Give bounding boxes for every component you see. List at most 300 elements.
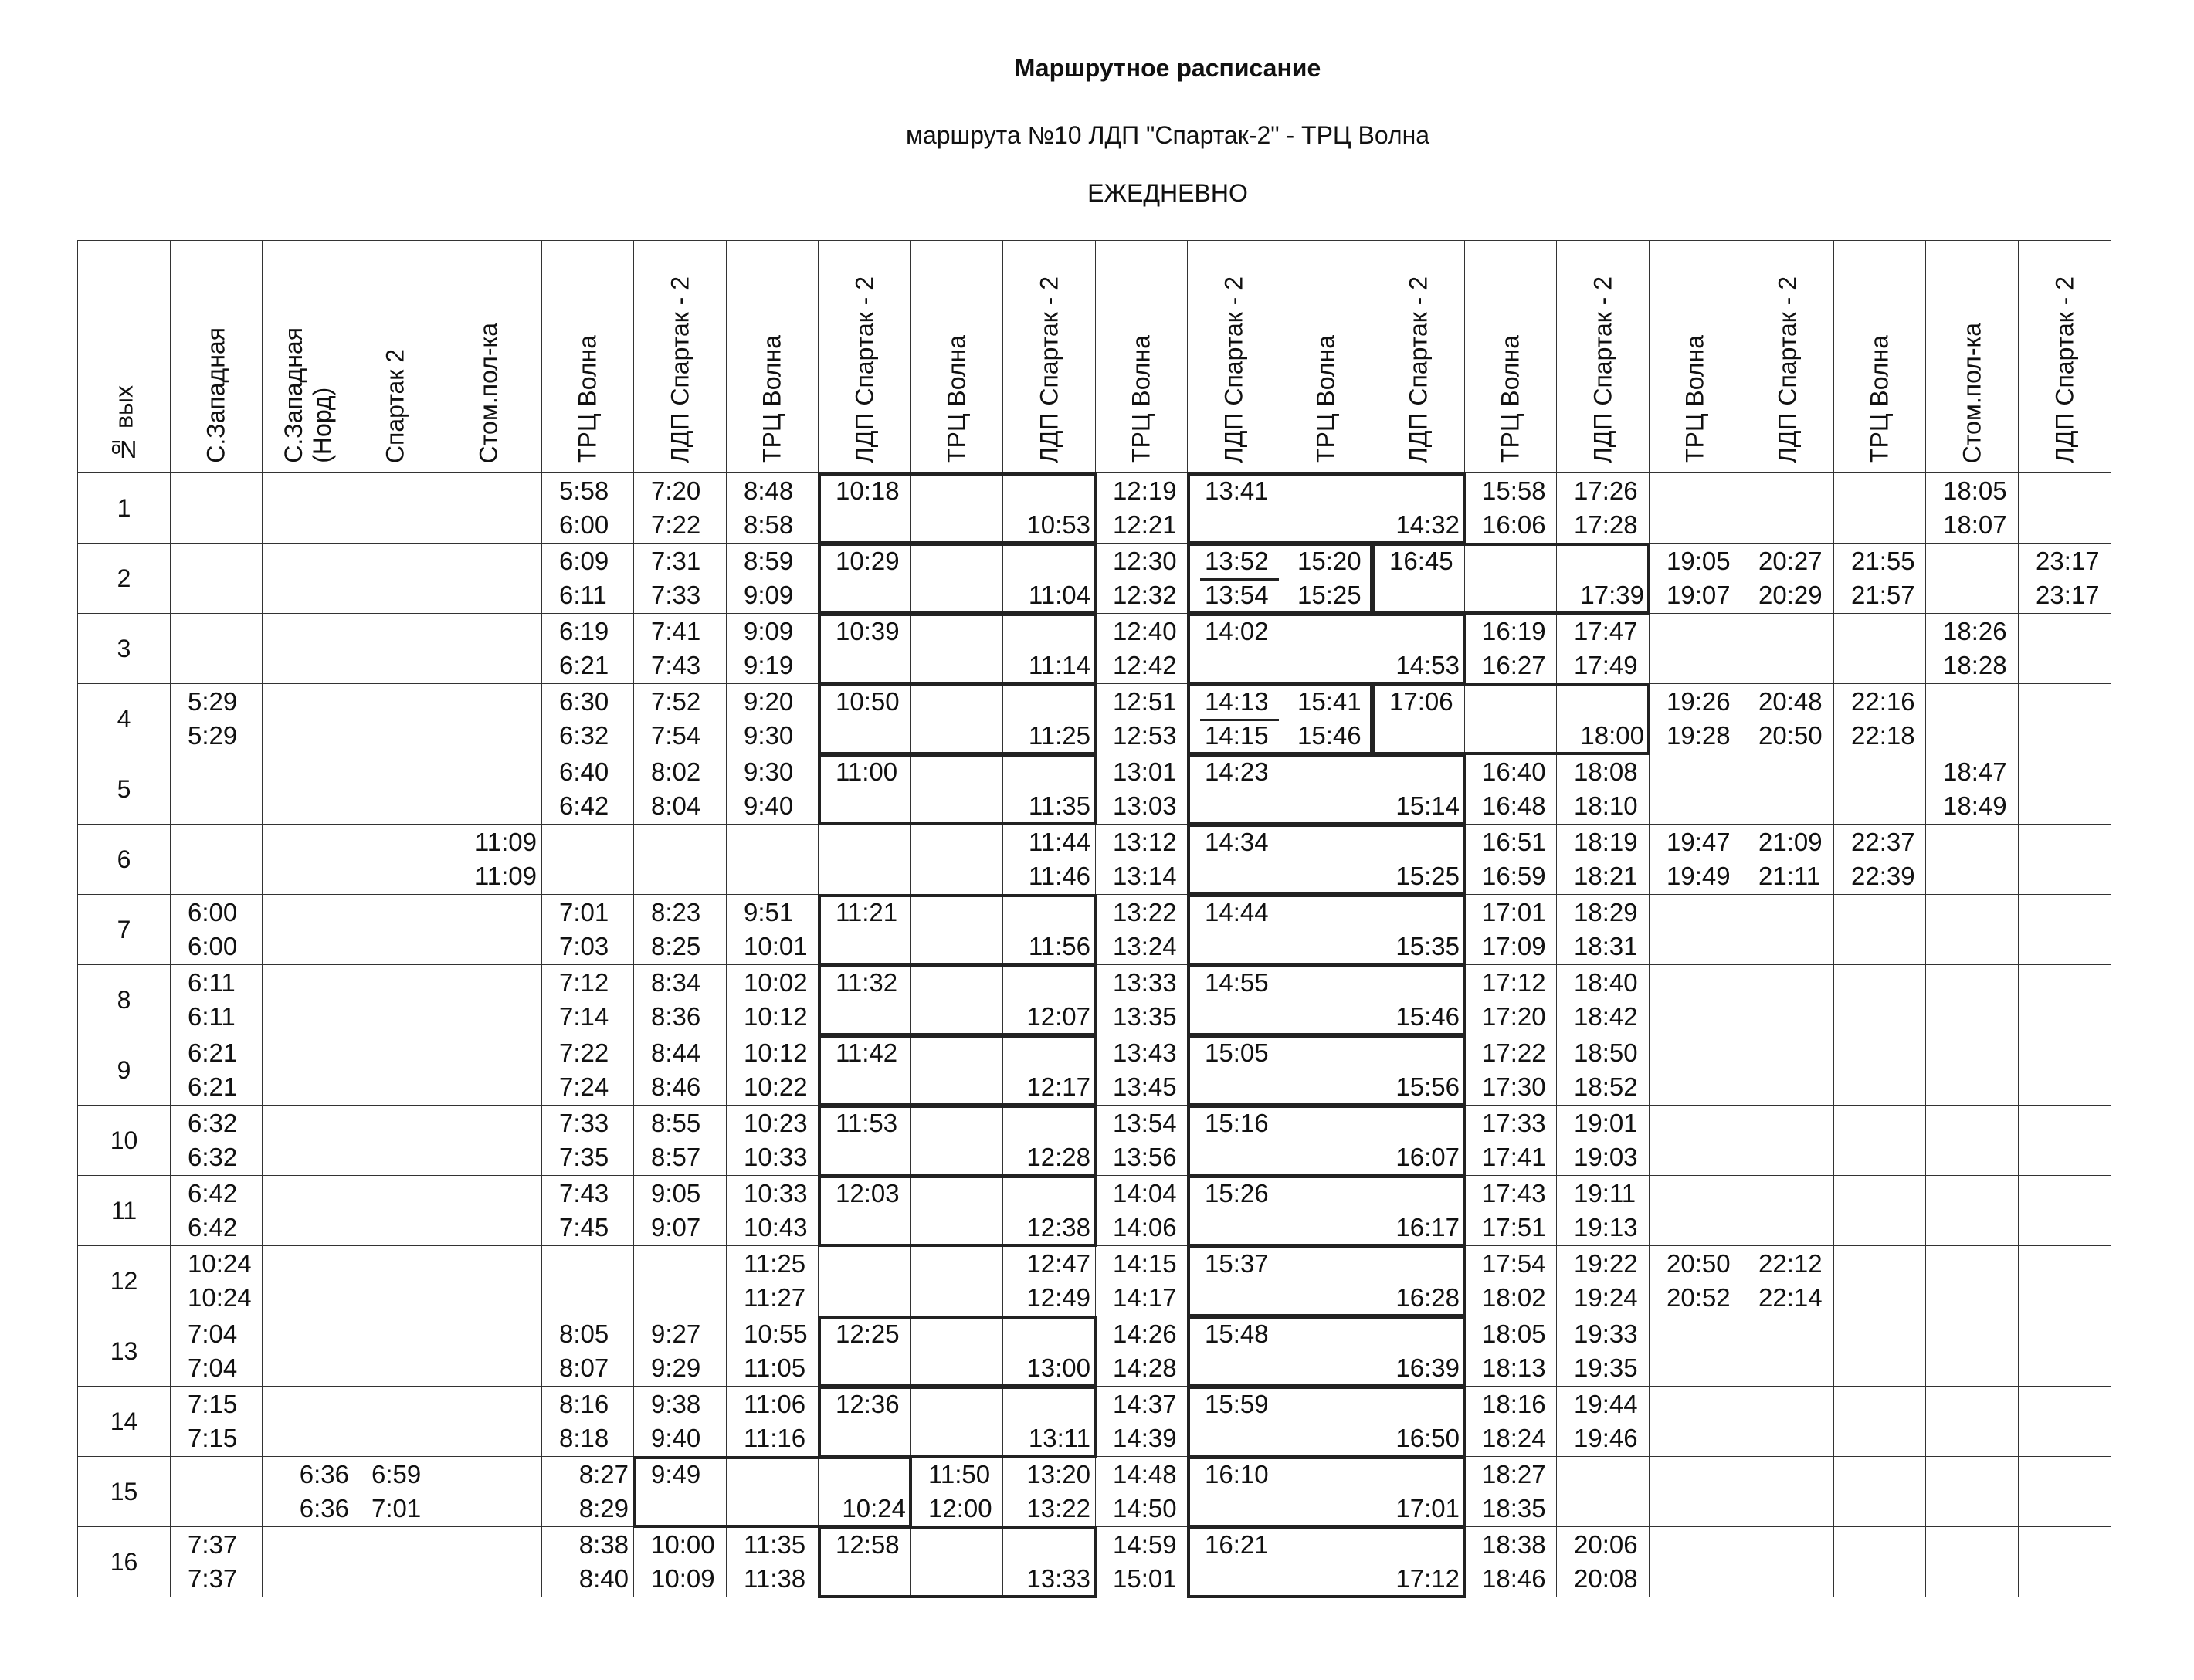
time-cell — [1834, 684, 1926, 754]
departure-time: 10:24 — [842, 1494, 906, 1522]
time-cell — [819, 754, 911, 825]
time-cell — [634, 1457, 727, 1527]
time-cell — [1280, 1457, 1372, 1527]
arrival-time: 12:36 — [836, 1390, 900, 1418]
time-cell — [1280, 614, 1372, 684]
time-cell — [1372, 1035, 1465, 1106]
time-cell — [1372, 825, 1465, 895]
time-cell — [1465, 1316, 1557, 1387]
time-cell — [1188, 1246, 1280, 1316]
arrival-time: 7:37 — [188, 1530, 238, 1559]
time-cell — [354, 895, 436, 965]
departure-time: 10:53 — [1026, 510, 1090, 539]
header-stop — [911, 241, 1003, 473]
time-cell — [1557, 1106, 1650, 1176]
time-cell — [354, 473, 436, 544]
departure-time: 17:20 — [1482, 1002, 1546, 1031]
time-cell — [911, 1106, 1003, 1176]
header-stop — [1465, 241, 1557, 473]
time-cell — [1188, 1035, 1280, 1106]
departure-time: 15:56 — [1395, 1072, 1460, 1101]
departure-time: 12:17 — [1026, 1072, 1090, 1101]
time-cell — [1188, 1316, 1280, 1387]
arrival-time: 15:48 — [1205, 1319, 1269, 1348]
arrival-time: 17:12 — [1482, 968, 1546, 997]
header-stop-label: С.Западная — [202, 327, 230, 463]
header-stop-label: ЛДП Спартак - 2 — [1773, 276, 1802, 463]
departure-time: 10:01 — [744, 932, 808, 960]
time-cell — [1650, 544, 1741, 614]
arrival-time: 18:47 — [1943, 757, 2007, 786]
time-cell — [1096, 1316, 1188, 1387]
departure-time: 6:32 — [188, 1143, 238, 1171]
table-row — [78, 965, 2111, 1035]
time-cell — [1465, 1457, 1557, 1527]
arrival-time: 6:30 — [559, 687, 609, 716]
arrival-time: 15:59 — [1205, 1390, 1269, 1418]
time-cell — [634, 1035, 727, 1106]
arrival-time: 17:01 — [1482, 898, 1546, 926]
departure-time: 14:53 — [1395, 651, 1460, 679]
header-stop — [354, 241, 436, 473]
time-cell — [1741, 1457, 1834, 1527]
departure-time: 18:35 — [1482, 1494, 1546, 1522]
arrival-time: 11:06 — [744, 1390, 806, 1418]
departure-time: 13:14 — [1113, 862, 1177, 890]
departure-time: 7:01 — [371, 1494, 422, 1522]
time-cell — [1096, 614, 1188, 684]
time-cell — [819, 1457, 911, 1527]
departure-time: 14:28 — [1113, 1353, 1177, 1382]
arrival-time: 19:26 — [1667, 687, 1731, 716]
time-cell — [1280, 965, 1372, 1035]
arrival-time: 15:58 — [1482, 476, 1546, 505]
departure-time: 11:35 — [1028, 791, 1090, 820]
time-cell — [1650, 825, 1741, 895]
time-cell — [436, 895, 542, 965]
time-cell — [436, 1176, 542, 1246]
departure-time: 7:15 — [188, 1424, 238, 1452]
time-cell — [1096, 684, 1188, 754]
time-cell — [542, 1176, 634, 1246]
time-cell — [1096, 825, 1188, 895]
time-cell — [634, 684, 727, 754]
time-cell — [634, 1316, 727, 1387]
time-cell — [1650, 1316, 1741, 1387]
time-cell — [634, 1176, 727, 1246]
arrival-time: 13:52 — [1205, 547, 1269, 575]
time-cell — [436, 544, 542, 614]
time-cell — [436, 1106, 542, 1176]
departure-time: 21:11 — [1758, 862, 1821, 890]
time-cell — [911, 684, 1003, 754]
exit-number: 7 — [78, 895, 171, 965]
time-cell — [2019, 754, 2111, 825]
arrival-time: 15:20 — [1297, 547, 1362, 575]
time-cell — [1188, 614, 1280, 684]
time-cell — [1557, 1316, 1650, 1387]
time-cell — [2019, 1176, 2111, 1246]
time-cell — [1372, 1316, 1465, 1387]
time-cell — [1096, 895, 1188, 965]
arrival-time: 6:59 — [371, 1460, 422, 1489]
arrival-time: 8:44 — [651, 1038, 701, 1067]
exit-number: 15 — [78, 1457, 171, 1527]
departure-time: 6:32 — [559, 721, 609, 750]
time-underline — [1200, 578, 1279, 581]
arrival-time: 15:41 — [1297, 687, 1362, 716]
time-cell — [2019, 825, 2111, 895]
header-stop — [727, 241, 819, 473]
time-cell — [542, 965, 634, 1035]
departure-time: 12:42 — [1113, 651, 1177, 679]
time-cell — [1096, 965, 1188, 1035]
arrival-time: 13:20 — [1026, 1460, 1090, 1489]
arrival-time: 16:45 — [1389, 547, 1453, 575]
departure-time: 18:00 — [1580, 721, 1644, 750]
time-cell — [1557, 544, 1650, 614]
time-cell — [436, 1457, 542, 1527]
header-stop-label: ТРЦ Волна — [1680, 334, 1709, 463]
arrival-time: 5:58 — [559, 476, 609, 505]
time-cell — [354, 1387, 436, 1457]
time-cell — [1650, 1246, 1741, 1316]
departure-time: 13:54 — [1205, 581, 1269, 609]
departure-time: 17:51 — [1482, 1213, 1546, 1241]
arrival-time: 14:04 — [1113, 1179, 1177, 1208]
exit-number: 3 — [78, 614, 171, 684]
arrival-time: 13:41 — [1205, 476, 1269, 505]
time-cell — [354, 1316, 436, 1387]
arrival-time: 7:33 — [559, 1109, 609, 1137]
time-cell — [1003, 1527, 1096, 1597]
departure-time: 12:07 — [1026, 1002, 1090, 1031]
arrival-time: 17:47 — [1574, 617, 1638, 645]
table-row — [78, 544, 2111, 614]
time-cell — [2019, 1316, 2111, 1387]
header-stop-label: ЛДП Спартак - 2 — [2050, 276, 2079, 463]
time-underline — [1200, 719, 1279, 721]
arrival-time: 11:42 — [836, 1038, 898, 1067]
time-cell — [911, 1527, 1003, 1597]
arrival-time: 14:23 — [1205, 757, 1269, 786]
time-cell — [436, 614, 542, 684]
time-cell — [1280, 754, 1372, 825]
time-cell — [1834, 614, 1926, 684]
time-cell — [542, 1527, 634, 1597]
departure-time: 5:29 — [188, 721, 238, 750]
time-cell — [1834, 825, 1926, 895]
time-cell — [1741, 1387, 1834, 1457]
departure-time: 17:39 — [1580, 581, 1644, 609]
time-cell — [1834, 544, 1926, 614]
header-stop — [2019, 241, 2111, 473]
time-cell — [1557, 825, 1650, 895]
departure-time: 6:00 — [188, 932, 238, 960]
time-cell — [727, 1316, 819, 1387]
departure-time: 8:07 — [559, 1353, 609, 1382]
arrival-time: 12:03 — [836, 1179, 900, 1208]
time-cell — [1372, 614, 1465, 684]
exit-number: 13 — [78, 1316, 171, 1387]
time-cell — [911, 1246, 1003, 1316]
time-cell — [911, 895, 1003, 965]
time-cell — [1465, 1035, 1557, 1106]
arrival-time: 14:13 — [1205, 687, 1269, 716]
time-cell — [1372, 1106, 1465, 1176]
time-cell — [2019, 965, 2111, 1035]
time-cell — [263, 1106, 354, 1176]
header-stop-label: ТРЦ Волна — [1865, 334, 1894, 463]
time-cell — [1465, 473, 1557, 544]
departure-time: 11:14 — [1028, 651, 1090, 679]
arrival-time: 10:12 — [744, 1038, 808, 1067]
time-cell — [1465, 1246, 1557, 1316]
arrival-time: 17:22 — [1482, 1038, 1546, 1067]
time-cell — [911, 1176, 1003, 1246]
departure-time: 11:04 — [1028, 581, 1090, 609]
departure-time: 18:02 — [1482, 1283, 1546, 1312]
arrival-time: 11:35 — [744, 1530, 806, 1559]
time-cell — [819, 614, 911, 684]
time-cell — [911, 754, 1003, 825]
time-cell — [2019, 473, 2111, 544]
table-row — [78, 684, 2111, 754]
table-row — [78, 1527, 2111, 1597]
header-stop-label: ЛДП Спартак - 2 — [666, 276, 694, 463]
exit-number: 11 — [78, 1176, 171, 1246]
time-cell — [354, 825, 436, 895]
time-cell — [1741, 1176, 1834, 1246]
time-cell — [1834, 1035, 1926, 1106]
arrival-time: 7:12 — [559, 968, 609, 997]
departure-time: 13:56 — [1113, 1143, 1177, 1171]
header-stop-label: ЛДП Спартак - 2 — [1219, 276, 1248, 463]
time-cell — [1003, 1316, 1096, 1387]
arrival-time: 10:02 — [744, 968, 808, 997]
time-cell — [819, 895, 911, 965]
arrival-time: 6:42 — [188, 1179, 238, 1208]
departure-time: 11:16 — [744, 1424, 806, 1452]
departure-time: 6:11 — [559, 581, 607, 609]
departure-time: 9:40 — [744, 791, 794, 820]
time-cell — [1188, 895, 1280, 965]
time-cell — [1834, 754, 1926, 825]
departure-time: 16:17 — [1395, 1213, 1460, 1241]
departure-time: 17:41 — [1482, 1143, 1546, 1171]
table-row — [78, 895, 2111, 965]
header-stop — [542, 241, 634, 473]
departure-time: 8:46 — [651, 1072, 701, 1101]
departure-time: 19:07 — [1667, 581, 1731, 609]
time-cell — [911, 473, 1003, 544]
arrival-time: 18:29 — [1574, 898, 1638, 926]
time-cell — [2019, 1457, 2111, 1527]
time-cell — [819, 1316, 911, 1387]
departure-time: 10:12 — [744, 1002, 808, 1031]
time-cell — [1834, 1246, 1926, 1316]
time-cell — [1834, 895, 1926, 965]
departure-time: 14:06 — [1113, 1213, 1177, 1241]
time-cell — [1834, 1527, 1926, 1597]
arrival-time: 6:09 — [559, 547, 609, 575]
departure-time: 18:52 — [1574, 1072, 1638, 1101]
arrival-time: 8:02 — [651, 757, 701, 786]
time-cell — [1650, 1106, 1741, 1176]
departure-time: 6:21 — [188, 1072, 238, 1101]
time-cell — [354, 614, 436, 684]
arrival-time: 12:47 — [1026, 1249, 1090, 1278]
time-cell — [171, 1176, 263, 1246]
header-stop — [1372, 241, 1465, 473]
departure-time: 13:03 — [1113, 791, 1177, 820]
time-cell — [1280, 1035, 1372, 1106]
departure-time: 14:17 — [1113, 1283, 1177, 1312]
time-cell — [2019, 614, 2111, 684]
arrival-time: 6:11 — [188, 968, 236, 997]
departure-time: 20:08 — [1574, 1564, 1638, 1593]
header-stop — [1926, 241, 2019, 473]
header-stop-label: ЛДП Спартак - 2 — [1035, 276, 1063, 463]
time-cell — [1003, 1106, 1096, 1176]
departure-time: 10:33 — [744, 1143, 808, 1171]
header-stop-label: ЛДП Спартак - 2 — [850, 276, 879, 463]
time-cell — [1096, 1246, 1188, 1316]
time-cell — [263, 1457, 354, 1527]
departure-time: 10:43 — [744, 1213, 808, 1241]
time-cell — [819, 1176, 911, 1246]
time-cell — [263, 895, 354, 965]
time-cell — [2019, 1106, 2111, 1176]
time-cell — [1834, 1176, 1926, 1246]
time-cell — [1003, 965, 1096, 1035]
departure-time: 18:21 — [1574, 862, 1638, 890]
time-cell — [1280, 1246, 1372, 1316]
time-cell — [354, 1176, 436, 1246]
arrival-time: 11:44 — [1028, 828, 1090, 856]
schedule-table — [77, 240, 2111, 1597]
time-cell — [727, 1387, 819, 1457]
arrival-time: 20:50 — [1667, 1249, 1731, 1278]
time-cell — [911, 825, 1003, 895]
time-cell — [1741, 473, 1834, 544]
arrival-time: 23:17 — [2036, 547, 2100, 575]
time-cell — [436, 1527, 542, 1597]
departure-time: 11:38 — [744, 1564, 806, 1593]
time-cell — [1557, 754, 1650, 825]
time-cell — [911, 1387, 1003, 1457]
arrival-time: 19:33 — [1574, 1319, 1638, 1348]
departure-time: 18:24 — [1482, 1424, 1546, 1452]
departure-time: 15:14 — [1395, 791, 1460, 820]
departure-time: 9:30 — [744, 721, 794, 750]
time-cell — [263, 1387, 354, 1457]
header-stop-label: ТРЦ Волна — [942, 334, 971, 463]
time-cell — [1003, 473, 1096, 544]
time-cell — [263, 473, 354, 544]
time-cell — [634, 965, 727, 1035]
time-cell — [1280, 544, 1372, 614]
time-cell — [354, 754, 436, 825]
time-cell — [1003, 1457, 1096, 1527]
departure-time: 11:56 — [1028, 932, 1090, 960]
time-cell — [1280, 1387, 1372, 1457]
arrival-time: 13:33 — [1113, 968, 1177, 997]
time-cell — [1650, 1387, 1741, 1457]
departure-time: 22:18 — [1851, 721, 1915, 750]
time-cell — [1926, 895, 2019, 965]
time-cell — [354, 1035, 436, 1106]
time-cell — [436, 825, 542, 895]
time-cell — [171, 473, 263, 544]
departure-time: 7:03 — [559, 932, 609, 960]
arrival-time: 8:59 — [744, 547, 794, 575]
time-cell — [1003, 1246, 1096, 1316]
time-cell — [542, 1246, 634, 1316]
time-cell — [1926, 1246, 2019, 1316]
departure-time: 17:09 — [1482, 932, 1546, 960]
table-row — [78, 1387, 2111, 1457]
exit-number: 4 — [78, 684, 171, 754]
header-stop — [263, 241, 354, 473]
arrival-time: 8:05 — [559, 1319, 609, 1348]
time-cell — [1096, 473, 1188, 544]
time-cell — [1280, 825, 1372, 895]
time-cell — [1926, 1457, 2019, 1527]
header-stop — [819, 241, 911, 473]
departure-time: 14:50 — [1113, 1494, 1177, 1522]
time-cell — [1650, 754, 1741, 825]
time-cell — [1834, 1106, 1926, 1176]
arrival-time: 16:40 — [1482, 757, 1546, 786]
departure-time: 19:28 — [1667, 721, 1731, 750]
departure-time: 12:21 — [1113, 510, 1177, 539]
time-cell — [542, 1387, 634, 1457]
time-cell — [263, 684, 354, 754]
time-cell — [542, 544, 634, 614]
time-cell — [1096, 1035, 1188, 1106]
time-cell — [819, 1106, 911, 1176]
arrival-time: 16:10 — [1205, 1460, 1269, 1489]
time-cell — [1372, 1246, 1465, 1316]
arrival-time: 22:12 — [1758, 1249, 1823, 1278]
time-cell — [819, 544, 911, 614]
arrival-time: 19:44 — [1574, 1390, 1638, 1418]
arrival-time: 8:38 — [578, 1530, 629, 1559]
departure-time: 20:50 — [1758, 721, 1823, 750]
time-cell — [1188, 1387, 1280, 1457]
arrival-time: 13:12 — [1113, 828, 1177, 856]
table-row — [78, 754, 2111, 825]
time-cell — [911, 1035, 1003, 1106]
time-cell — [1926, 825, 2019, 895]
time-cell — [263, 754, 354, 825]
departure-time: 19:03 — [1574, 1143, 1638, 1171]
exit-number: 16 — [78, 1527, 171, 1597]
arrival-time: 18:08 — [1574, 757, 1638, 786]
time-cell — [1372, 544, 1465, 614]
arrival-time: 9:09 — [744, 617, 794, 645]
arrival-time: 8:27 — [578, 1460, 629, 1489]
time-cell — [819, 825, 911, 895]
time-cell — [263, 1035, 354, 1106]
time-cell — [354, 1527, 436, 1597]
header-stop — [1557, 241, 1650, 473]
time-cell — [1096, 1457, 1188, 1527]
time-cell — [1280, 473, 1372, 544]
time-cell — [263, 1246, 354, 1316]
departure-time: 6:11 — [188, 1002, 236, 1031]
